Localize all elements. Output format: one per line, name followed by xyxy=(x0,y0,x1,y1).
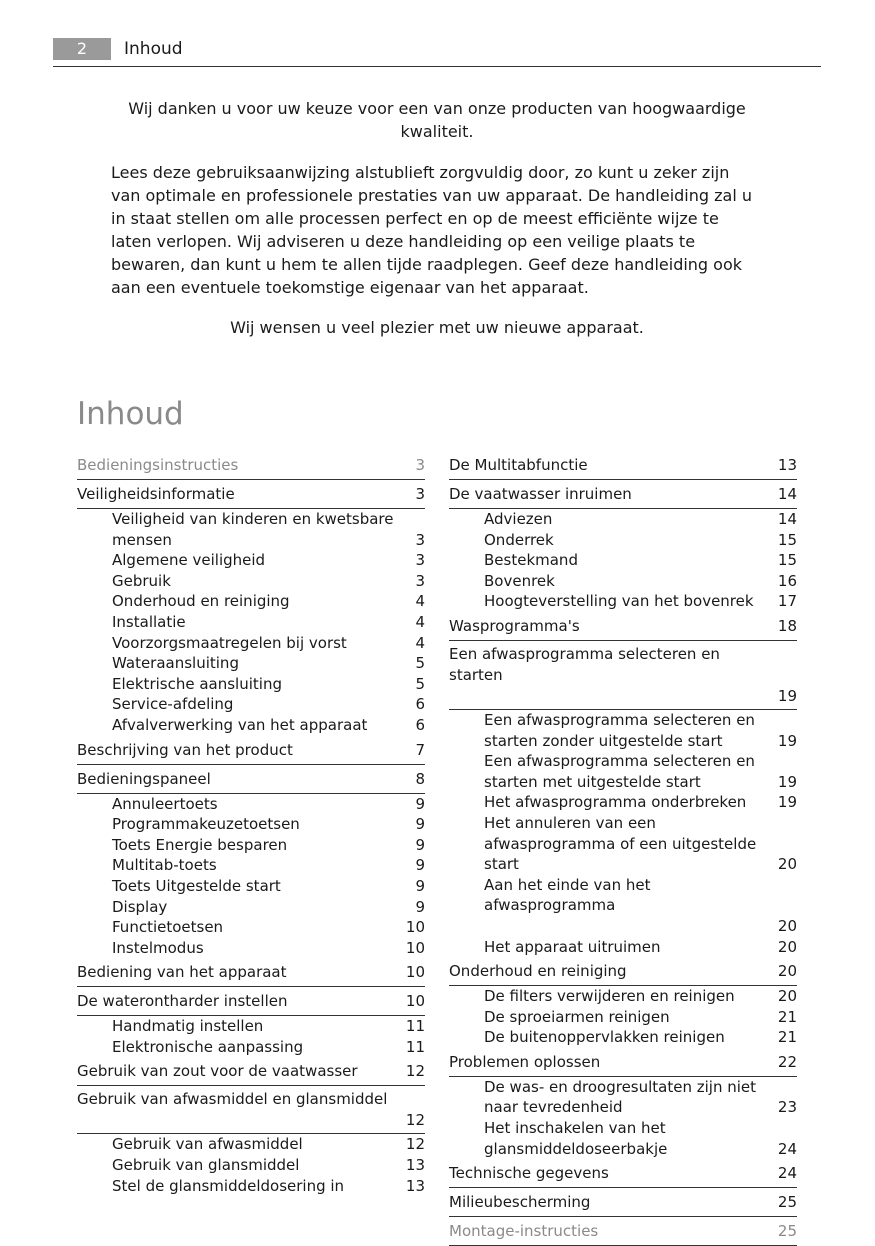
toc-entry-multitab-toets[interactable] xyxy=(77,855,425,876)
toc-entry-title: Problemen oplossen xyxy=(449,1052,601,1071)
toc-entry-gebruik-van-afwasmiddel[interactable] xyxy=(77,1134,425,1155)
toc-entry-page: 9 xyxy=(415,876,425,895)
toc-entry-page: 6 xyxy=(415,715,425,734)
toc-entry-veiligheid-van-kinderen-en-kwetsbare-mensen[interactable] xyxy=(77,509,425,550)
toc-entry-page: 12 xyxy=(405,1111,425,1130)
toc-entry-page: 9 xyxy=(415,835,425,854)
toc-entry-bovenrek[interactable] xyxy=(449,571,797,592)
toc-entry-page: 5 xyxy=(415,674,425,693)
toc-entry-technische-gegevens[interactable] xyxy=(449,1159,797,1188)
toc-entry-title: Adviezen xyxy=(484,510,553,528)
toc-entry-title: Instelmodus xyxy=(112,938,204,957)
toc-entry-page: 9 xyxy=(415,815,425,834)
toc-entry-title: Montage-instructies xyxy=(449,1222,599,1241)
toc-entry-page: 9 xyxy=(415,794,425,813)
toc-entry-problemen-oplossen[interactable] xyxy=(449,1048,797,1077)
page-number: 2 xyxy=(53,38,111,60)
toc-entry-de-multitabfunctie[interactable] xyxy=(449,451,797,480)
toc-entry-page: 25 xyxy=(777,1193,797,1212)
toc-entry-page: 16 xyxy=(777,571,797,590)
toc-entry-installatie[interactable] xyxy=(77,612,425,633)
page-header xyxy=(53,38,821,67)
toc-entry-title: De waterontharder instellen xyxy=(77,992,288,1011)
toc-entry-de-filters-verwijderen-en-reinigen[interactable] xyxy=(449,986,797,1007)
toc-entry-een-afwasprogramma-selecteren-en-starten-zonder-uitgestelde-start[interactable] xyxy=(449,710,797,751)
toc-entry-title: Milieubescherming xyxy=(449,1193,591,1212)
toc-entry-wasprogramma-s[interactable] xyxy=(449,612,797,641)
toc-entry-title: Technische gegevens xyxy=(449,1164,609,1183)
toc-entry-title: Installatie xyxy=(112,612,186,631)
toc-entry-page: 4 xyxy=(415,612,425,631)
toc-entry-page: 9 xyxy=(415,897,425,916)
toc-entry-toets-uitgestelde-start[interactable] xyxy=(77,876,425,897)
toc-entry-page: 8 xyxy=(415,769,425,788)
toc-entry-page: 21 xyxy=(777,1007,797,1026)
toc-entry-een-afwasprogramma-selecteren-en-starten-met-uitgestelde-start[interactable] xyxy=(449,751,797,792)
toc-entry-title: Onderrek xyxy=(484,530,554,549)
toc-entry-page: 7 xyxy=(415,740,425,759)
toc-entry-page: 3 xyxy=(415,530,425,549)
toc-entry-title: Een afwasprogramma selecteren en starten met uitgestelde start xyxy=(484,752,755,791)
toc-entry-stel-de-glansmiddeldosering-in[interactable] xyxy=(77,1176,425,1197)
toc-entry-title: De buitenoppervlakken reinigen xyxy=(484,1028,725,1047)
toc-entry-title: Display xyxy=(112,897,168,916)
toc-entry-title: Bedieningspaneel xyxy=(77,769,211,788)
toc-entry-page: 14 xyxy=(777,485,797,503)
toc-entry-de-was-en-droogresultaten-zijn-niet-naar-tevredenheid[interactable] xyxy=(449,1077,797,1118)
toc-entry-page: 10 xyxy=(405,963,425,982)
toc-entry-instelmodus[interactable] xyxy=(77,938,425,959)
toc-entry-page: 13 xyxy=(405,1156,425,1175)
toc-entry-aan-het-einde-van-het-afwasprogramma[interactable] xyxy=(449,875,797,937)
toc-entry-title: Elektrische aansluiting xyxy=(112,674,282,693)
toc-entry-afvalverwerking-van-het-apparaat[interactable] xyxy=(77,715,425,736)
toc-entry-onderhoud-en-reiniging[interactable] xyxy=(449,957,797,986)
toc-entry-de-sproeiarmen-reinigen[interactable] xyxy=(449,1007,797,1028)
toc-entry-page: 5 xyxy=(415,654,425,673)
toc-entry-page: 25 xyxy=(777,1222,797,1241)
toc-entry-title: Een afwasprogramma selecteren en starten zonder uitgestelde start xyxy=(484,710,755,750)
toc-entry-title: De filters verwijderen en reinigen xyxy=(484,987,735,1006)
toc-entry-het-annuleren-van-een-afwasprogramma-of-een-uitgestelde-start[interactable] xyxy=(449,813,797,875)
toc-entry-page: 13 xyxy=(777,456,797,474)
toc-entry-display[interactable] xyxy=(77,897,425,918)
toc-entry-title: Bediening van het apparaat xyxy=(77,963,287,982)
toc-entry-title: De sproeiarmen reinigen xyxy=(484,1007,670,1026)
toc-entry-bedieningspaneel[interactable] xyxy=(77,765,425,794)
toc-entry-title: Bovenrek xyxy=(484,571,555,590)
toc-entry-veiligheidsinformatie[interactable] xyxy=(77,480,425,509)
toc-entry-een-afwasprogramma-selecteren-en-starten[interactable] xyxy=(449,641,797,710)
toc-entry-page: 19 xyxy=(777,772,797,791)
toc-entry-milieubescherming[interactable] xyxy=(449,1188,797,1217)
toc-entry-wateraansluiting[interactable] xyxy=(77,653,425,674)
toc-entry-gebruik-van-afwasmiddel-en-glansmiddel[interactable] xyxy=(77,1086,425,1134)
toc-entry-montage-instructies[interactable] xyxy=(449,1217,797,1246)
toc-entry-page: 11 xyxy=(405,1037,425,1056)
toc-entry-title: Toets Uitgestelde start xyxy=(112,876,281,895)
toc-entry-title: Veiligheid van kinderen en kwetsbare mensen xyxy=(112,510,394,549)
toc-entry-title: Het annuleren van een afwasprogramma of een uitgestelde start xyxy=(484,813,757,874)
toc-entry-title: Beschrijving van het product xyxy=(77,740,293,759)
toc-entry-title: Veiligheidsinformatie xyxy=(77,485,235,503)
toc-entry-page: 20 xyxy=(777,855,797,874)
toc-entry-page: 4 xyxy=(415,592,425,611)
toc-entry-title: Onderhoud en reiniging xyxy=(112,592,290,611)
toc-entry-title: Onderhoud en reiniging xyxy=(449,962,627,981)
toc-entry-title: Gebruik van glansmiddel xyxy=(112,1156,300,1175)
toc-entry-het-inschakelen-van-het-glansmiddeldoseerbakje[interactable] xyxy=(449,1118,797,1159)
toc-entry-title: De vaatwasser inruimen xyxy=(449,485,632,503)
toc-entry-title: Gebruik van afwasmiddel en glansmiddel xyxy=(77,1090,388,1109)
toc-entry-title: Bestekmand xyxy=(484,551,578,570)
toc-entry-gebruik-van-glansmiddel[interactable] xyxy=(77,1155,425,1176)
toc-entry-title: De Multitabfunctie xyxy=(449,456,588,474)
toc-entry-page: 3 xyxy=(415,456,425,474)
toc-entry-de-vaatwasser-inruimen[interactable] xyxy=(449,480,797,509)
intro-body: Lees deze gebruiksaanwijzing alstublieft zorgvuldig door, zo kunt u zeker zijn van optimale en professionele prestaties van uw apparaat. De handleiding zal u in staat stellen om alle processen perfect en op de meest efficiënte wijze te laten verlopen. Wij adviseren u deze handleiding op een veilige plaats te bewaren, dan kunt u hem te allen tijde raadplegen. Geef deze handleiding ook aan een eventuele toekomstige eigenaar van het apparaat. xyxy=(111,163,752,297)
toc-entry-bedieningsinstructies[interactable] xyxy=(77,451,425,480)
toc-entry-title: Handmatig instellen xyxy=(112,1017,264,1036)
toc-entry-page: 3 xyxy=(415,571,425,590)
toc-entry-title: Hoogteverstelling van het bovenrek xyxy=(484,592,754,611)
toc-entry-gebruik-van-zout-voor-de-vaatwasser[interactable] xyxy=(77,1057,425,1086)
toc-entry-page: 11 xyxy=(405,1017,425,1036)
toc-entry-title: Het apparaat uitruimen xyxy=(484,937,661,956)
toc-entry-gebruik[interactable] xyxy=(77,571,425,592)
toc-left-column xyxy=(77,451,425,1196)
toc-entry-handmatig-instellen[interactable] xyxy=(77,1016,425,1037)
toc-entry-onderhoud-en-reiniging[interactable] xyxy=(77,591,425,612)
toc-entry-programmakeuzetoetsen[interactable] xyxy=(77,814,425,835)
toc-entry-title: Functietoetsen xyxy=(112,918,224,937)
toc-entry-onderrek[interactable] xyxy=(449,530,797,551)
toc-entry-annuleertoets[interactable] xyxy=(77,794,425,815)
toc-entry-page: 12 xyxy=(405,1062,425,1081)
toc-entry-page: 17 xyxy=(777,592,797,611)
header-title: Inhoud xyxy=(124,39,183,59)
toc-entry-title: Wateraansluiting xyxy=(112,654,239,673)
toc-entry-functietoetsen[interactable] xyxy=(77,917,425,938)
toc-entry-title: Het afwasprogramma onderbreken xyxy=(484,793,747,812)
toc-entry-page: 12 xyxy=(405,1135,425,1154)
toc-entry-title: Multitab-toets xyxy=(112,856,217,875)
toc-entry-title: Bedieningsinstructies xyxy=(77,456,239,474)
intro-thanks: Wij danken u voor uw keuze voor een van onze producten van hoogwaardige kwaliteit. xyxy=(128,99,746,141)
intro-wishes: Wij wensen u veel plezier met uw nieuwe apparaat. xyxy=(230,318,644,337)
toc-entry-bestekmand[interactable] xyxy=(449,550,797,571)
toc-entry-page: 23 xyxy=(777,1098,797,1117)
toc-entry-page: 18 xyxy=(777,616,797,635)
toc-entry-title: Het inschakelen van het glansmiddeldoseerbakje xyxy=(484,1119,668,1158)
toc-entry-page: 19 xyxy=(777,731,797,750)
toc-entry-bediening-van-het-apparaat[interactable] xyxy=(77,958,425,987)
toc-entry-page: 20 xyxy=(777,987,797,1006)
toc-entry-title: Gebruik van afwasmiddel xyxy=(112,1135,303,1154)
toc-entry-title: Elektronische aanpassing xyxy=(112,1037,304,1056)
toc-entry-title: Annuleertoets xyxy=(112,794,218,813)
toc-entry-page: 19 xyxy=(777,793,797,812)
toc-entry-elektrische-aansluiting[interactable] xyxy=(77,674,425,695)
toc-entry-toets-energie-besparen[interactable] xyxy=(77,835,425,856)
toc-entry-de-buitenoppervlakken-reinigen[interactable] xyxy=(449,1027,797,1048)
toc-entry-hoogteverstelling-van-het-bovenrek[interactable] xyxy=(449,591,797,612)
toc-entry-page: 10 xyxy=(405,918,425,937)
toc-entry-beschrijving-van-het-product[interactable] xyxy=(77,736,425,765)
toc-entry-het-apparaat-uitruimen[interactable] xyxy=(449,937,797,958)
toc-entry-title: Programmakeuzetoetsen xyxy=(112,815,300,834)
toc-entry-voorzorgsmaatregelen-bij-vorst[interactable] xyxy=(77,633,425,654)
toc-entry-title: Service-afdeling xyxy=(112,695,234,714)
toc-entry-page: 3 xyxy=(415,485,425,503)
toc-entry-page: 10 xyxy=(405,992,425,1011)
toc-entry-title: Toets Energie besparen xyxy=(112,835,288,854)
toc-entry-elektronische-aanpassing[interactable] xyxy=(77,1037,425,1058)
toc-entry-title: Wasprogramma's xyxy=(449,616,580,635)
toc-entry-het-afwasprogramma-onderbreken[interactable] xyxy=(449,792,797,813)
toc-entry-page: 6 xyxy=(415,695,425,714)
toc-entry-page: 4 xyxy=(415,633,425,652)
toc-entry-algemene-veiligheid[interactable] xyxy=(77,550,425,571)
toc-entry-page: 24 xyxy=(777,1164,797,1183)
toc-right-column xyxy=(449,451,797,1246)
toc-entry-title: Aan het einde van het afwasprogramma xyxy=(484,875,651,915)
toc-entry-page: 15 xyxy=(777,530,797,549)
toc-entry-page: 22 xyxy=(777,1052,797,1071)
toc-entry-page: 24 xyxy=(777,1139,797,1158)
toc-entry-page: 20 xyxy=(777,937,797,956)
toc-entry-page: 21 xyxy=(777,1028,797,1047)
toc-entry-page: 20 xyxy=(777,962,797,981)
toc-entry-title: De was- en droogresultaten zijn niet naar tevredenheid xyxy=(484,1077,757,1117)
toc-entry-service-afdeling[interactable] xyxy=(77,694,425,715)
toc-entry-page: 14 xyxy=(777,510,797,528)
toc-entry-page: 13 xyxy=(405,1176,425,1195)
toc-entry-page: 20 xyxy=(777,916,797,935)
toc-entry-title: Een afwasprogramma selecteren en starten xyxy=(449,644,720,684)
toc-entry-title: Gebruik xyxy=(112,571,171,590)
toc-entry-adviezen[interactable] xyxy=(449,509,797,530)
toc-entry-title: Voorzorgsmaatregelen bij vorst xyxy=(112,633,347,652)
toc-entry-page: 19 xyxy=(777,686,797,705)
toc-entry-title: Algemene veiligheid xyxy=(112,551,266,570)
toc-entry-page: 9 xyxy=(415,856,425,875)
toc-entry-page: 3 xyxy=(415,551,425,570)
toc-entry-page: 15 xyxy=(777,551,797,570)
toc-entry-de-waterontharder-instellen[interactable] xyxy=(77,987,425,1016)
toc-entry-page: 10 xyxy=(405,938,425,957)
toc-entry-title: Stel de glansmiddeldosering in xyxy=(112,1176,345,1195)
toc-entry-title: Afvalverwerking van het apparaat xyxy=(112,715,368,734)
toc-title: Inhoud xyxy=(77,396,184,432)
toc-entry-title: Gebruik van zout voor de vaatwasser xyxy=(77,1062,358,1081)
